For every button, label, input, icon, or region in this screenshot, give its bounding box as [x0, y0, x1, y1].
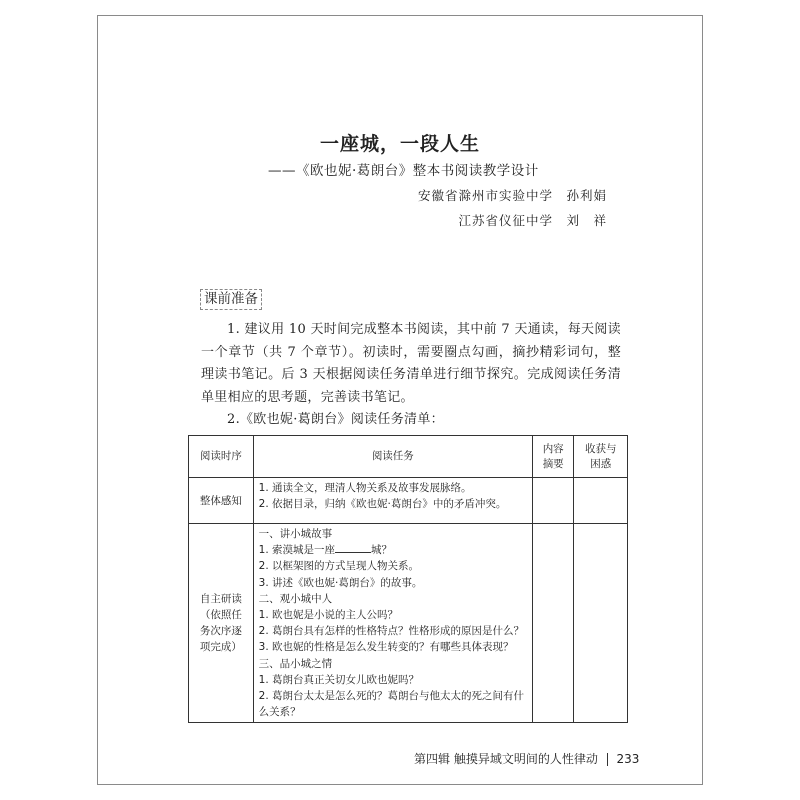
header-gain-line-1: 收获与	[584, 442, 617, 455]
header-summary	[532, 436, 573, 478]
task-line: 2. 以框架图的方式呈现人物关系。	[258, 560, 420, 573]
header-gain	[574, 436, 628, 478]
summary-cell-overall	[532, 478, 573, 524]
header-gain-line-2: 困惑	[590, 457, 612, 470]
summary-cell-self-study	[532, 524, 573, 723]
header-sequence: 阅读时序	[189, 436, 254, 478]
reading-task-table	[188, 435, 628, 723]
header-task: 阅读任务	[253, 436, 532, 478]
footer-title: 触摸异域文明间的人性律动	[453, 752, 598, 766]
table-row-self-study	[189, 524, 628, 723]
task-line: 3. 欧也妮的性格是怎么发生转变的？有哪些具体表现？	[258, 641, 514, 654]
tasks-overall	[253, 478, 532, 524]
task-text: 城？	[371, 544, 393, 557]
author-1: 安徽省滁州市实验中学 孙利娟	[417, 188, 607, 203]
phase-self-study-line-2: （依照任	[199, 609, 242, 622]
task-line: 2. 葛朗台太太是怎么死的？葛朗台与他太太的死之间有什么关系？	[258, 690, 525, 719]
page-number: 233	[616, 752, 640, 766]
phase-self-study-line-3: 务次序逐	[199, 625, 242, 638]
phase-self-study-line-1: 自主研读	[199, 593, 242, 606]
tasks-self-study	[253, 524, 532, 723]
table-row-overall	[189, 478, 628, 524]
task-line: 3. 讲述《欧也妮·葛朗台》的故事。	[258, 576, 423, 589]
task-heading: 二、观小城中人	[258, 592, 333, 605]
task-line: 1. 欧也妮是小说的主人公吗？	[258, 609, 399, 622]
task-line: 2. 葛朗台具有怎样的性格特点？性格形成的原因是什么？	[258, 625, 525, 638]
fill-in-blank	[335, 542, 371, 553]
phase-self-study-line-4: 项完成）	[199, 641, 242, 654]
header-summary-line-1: 内容	[542, 442, 564, 455]
task-line: 2. 依据目录，归纳《欧也妮·葛朗台》中的矛盾冲突。	[258, 498, 507, 511]
footer-divider	[607, 753, 608, 766]
gain-cell-self-study	[574, 524, 628, 723]
page-footer	[414, 750, 639, 767]
gain-cell-overall	[574, 478, 628, 524]
task-line	[259, 542, 527, 558]
article-title: 一座城，一段人生	[319, 133, 480, 155]
phase-self-study	[189, 524, 254, 723]
task-line: 1. 葛朗台真正关切女儿欧也妮吗？	[258, 673, 420, 686]
header-summary-line-2: 摘要	[542, 457, 564, 470]
footer-section: 第四辑	[414, 752, 451, 766]
task-heading: 三、品小城之情	[258, 657, 333, 670]
phase-overall: 整体感知	[189, 478, 254, 524]
author-2: 江苏省仪征中学 刘 祥	[458, 213, 607, 228]
task-heading: 一、讲小城故事	[258, 528, 333, 540]
book-page	[97, 15, 703, 785]
paragraph-reading-plan: 1. 建议用 10 天时间完成整本书阅读，其中前 7 天通读，每天阅读一个章节（共 7 个章节）。初读时，需要圈点勾画，摘抄精彩词句，整理读书笔记。后 3 天根据阅读任务清单进行细节探究。完成阅读任务清单里相应的思考题，完善读书笔记。	[201, 322, 621, 405]
task-text: 1. 索漠城是一座	[258, 544, 336, 557]
table-header-row	[189, 436, 628, 478]
paragraph-task-list-intro: 2.《欧也妮·葛朗台》阅读任务清单：	[227, 412, 444, 427]
task-line: 1. 通读全文，理清人物关系及故事发展脉络。	[258, 482, 472, 494]
article-subtitle: ——《欧也妮·葛朗台》整本书阅读教学设计	[268, 163, 539, 179]
section-label-preparation: 课前准备	[200, 289, 262, 310]
